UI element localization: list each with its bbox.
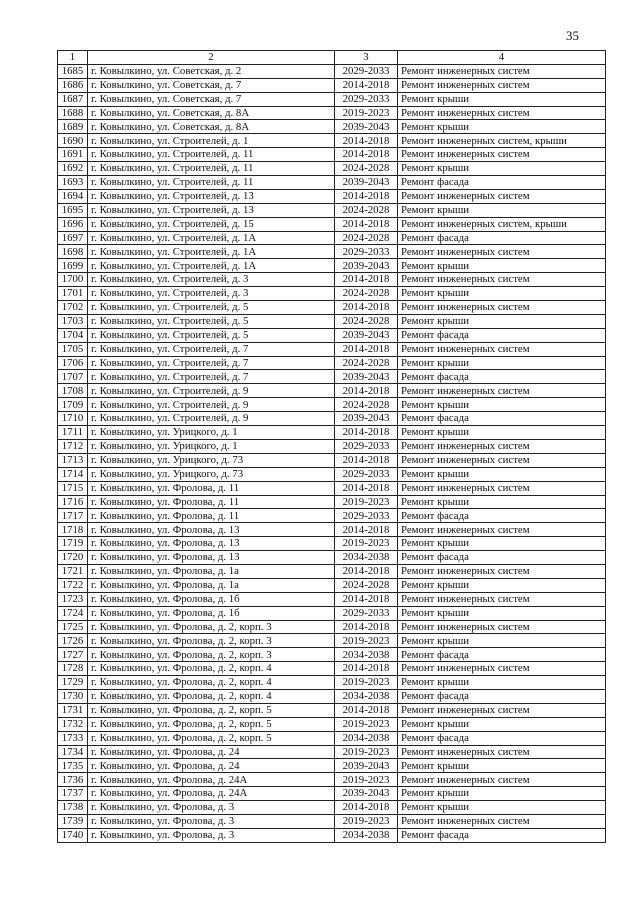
work-type-cell: Ремонт инженерных систем	[398, 148, 606, 162]
work-type-cell: Ремонт инженерных систем	[398, 439, 606, 453]
row-number-cell: 1731	[58, 703, 88, 717]
row-number-cell: 1699	[58, 259, 88, 273]
address-cell: г. Ковылкино, ул. Фролова, д. 11	[88, 509, 335, 523]
row-number-cell: 1722	[58, 578, 88, 592]
work-type-cell: Ремонт инженерных систем	[398, 592, 606, 606]
table-row	[58, 717, 606, 731]
period-cell: 2019-2023	[335, 773, 398, 787]
row-number-cell: 1725	[58, 620, 88, 634]
period-cell: 2019-2023	[335, 634, 398, 648]
address-cell: г. Ковылкино, ул. Фролова, д. 3	[88, 801, 335, 815]
address-cell: г. Ковылкино, ул. Строителей, д. 13	[88, 203, 335, 217]
address-cell: г. Ковылкино, ул. Фролова, д. 1а	[88, 564, 335, 578]
table-row	[58, 106, 606, 120]
row-number-cell: 1727	[58, 648, 88, 662]
table-row	[58, 273, 606, 287]
row-number-cell: 1729	[58, 676, 88, 690]
period-cell: 2039-2043	[335, 328, 398, 342]
address-cell: г. Ковылкино, ул. Строителей, д. 7	[88, 370, 335, 384]
row-number-cell: 1698	[58, 245, 88, 259]
address-cell: г. Ковылкино, ул. Фролова, д. 2, корп. 4	[88, 662, 335, 676]
table-row	[58, 551, 606, 565]
row-number-cell: 1700	[58, 273, 88, 287]
period-cell: 2034-2038	[335, 648, 398, 662]
work-type-cell: Ремонт крыши	[398, 801, 606, 815]
address-cell: г. Ковылкино, ул. Фролова, д. 2, корп. 4	[88, 676, 335, 690]
work-type-cell: Ремонт крыши	[398, 495, 606, 509]
period-cell: 2014-2018	[335, 662, 398, 676]
work-type-cell: Ремонт инженерных систем	[398, 814, 606, 828]
row-number-cell: 1737	[58, 787, 88, 801]
row-number-cell: 1711	[58, 426, 88, 440]
table-row	[58, 203, 606, 217]
row-number-cell: 1691	[58, 148, 88, 162]
row-number-cell: 1688	[58, 106, 88, 120]
address-cell: г. Ковылкино, ул. Советская, д. 8А	[88, 106, 335, 120]
address-cell: г. Ковылкино, ул. Советская, д. 2	[88, 64, 335, 78]
row-number-cell: 1719	[58, 537, 88, 551]
address-cell: г. Ковылкино, ул. Строителей, д. 11	[88, 176, 335, 190]
table-row	[58, 787, 606, 801]
address-cell: г. Ковылкино, ул. Строителей, д. 5	[88, 301, 335, 315]
period-cell: 2029-2033	[335, 245, 398, 259]
address-cell: г. Ковылкино, ул. Строителей, д. 5	[88, 314, 335, 328]
work-type-cell: Ремонт инженерных систем	[398, 453, 606, 467]
work-type-cell: Ремонт крыши	[398, 537, 606, 551]
work-type-cell: Ремонт крыши	[398, 787, 606, 801]
row-number-cell: 1733	[58, 731, 88, 745]
row-number-cell: 1740	[58, 828, 88, 842]
row-number-cell: 1735	[58, 759, 88, 773]
row-number-cell: 1720	[58, 551, 88, 565]
address-cell: г. Ковылкино, ул. Строителей, д. 3	[88, 287, 335, 301]
row-number-cell: 1726	[58, 634, 88, 648]
work-type-cell: Ремонт крыши	[398, 717, 606, 731]
period-cell: 2034-2038	[335, 689, 398, 703]
row-number-cell: 1717	[58, 509, 88, 523]
period-cell: 2029-2033	[335, 509, 398, 523]
address-cell: г. Ковылкино, ул. Фролова, д. 24	[88, 745, 335, 759]
row-number-cell: 1703	[58, 314, 88, 328]
work-type-cell: Ремонт инженерных систем, крыши	[398, 217, 606, 231]
row-number-cell: 1692	[58, 162, 88, 176]
table-row	[58, 828, 606, 842]
work-type-cell: Ремонт фасада	[398, 689, 606, 703]
period-cell: 2014-2018	[335, 78, 398, 92]
row-number-cell: 1712	[58, 439, 88, 453]
address-cell: г. Ковылкино, ул. Фролова, д. 24А	[88, 787, 335, 801]
table-row	[58, 634, 606, 648]
work-type-cell: Ремонт фасада	[398, 370, 606, 384]
table-row	[58, 564, 606, 578]
period-cell: 2039-2043	[335, 259, 398, 273]
row-number-cell: 1724	[58, 606, 88, 620]
address-cell: г. Ковылкино, ул. Строителей, д. 1А	[88, 259, 335, 273]
table-row	[58, 398, 606, 412]
table-row	[58, 64, 606, 78]
table-row	[58, 92, 606, 106]
address-cell: г. Ковылкино, ул. Фролова, д. 13	[88, 537, 335, 551]
work-type-cell: Ремонт фасада	[398, 828, 606, 842]
row-number-cell: 1696	[58, 217, 88, 231]
table-row	[58, 509, 606, 523]
address-cell: г. Ковылкино, ул. Фролова, д. 2, корп. 3	[88, 648, 335, 662]
work-type-cell: Ремонт инженерных систем	[398, 620, 606, 634]
address-cell: г. Ковылкино, ул. Фролова, д. 24А	[88, 773, 335, 787]
period-cell: 2019-2023	[335, 106, 398, 120]
work-type-cell: Ремонт крыши	[398, 578, 606, 592]
period-cell: 2019-2023	[335, 495, 398, 509]
work-type-cell: Ремонт инженерных систем	[398, 481, 606, 495]
work-type-cell: Ремонт инженерных систем	[398, 745, 606, 759]
period-cell: 2034-2038	[335, 828, 398, 842]
table-row	[58, 356, 606, 370]
period-cell: 2014-2018	[335, 564, 398, 578]
table-row	[58, 189, 606, 203]
period-cell: 2034-2038	[335, 731, 398, 745]
period-cell: 2019-2023	[335, 676, 398, 690]
row-number-cell: 1723	[58, 592, 88, 606]
table-row	[58, 148, 606, 162]
period-cell: 2029-2033	[335, 467, 398, 481]
work-type-cell: Ремонт инженерных систем	[398, 564, 606, 578]
table-body	[58, 64, 606, 842]
period-cell: 2039-2043	[335, 176, 398, 190]
address-cell: г. Ковылкино, ул. Строителей, д. 9	[88, 398, 335, 412]
table-row	[58, 328, 606, 342]
column-header-address: 2	[88, 51, 335, 65]
period-cell: 2014-2018	[335, 703, 398, 717]
address-cell: г. Ковылкино, ул. Фролова, д. 2, корп. 3	[88, 620, 335, 634]
row-number-cell: 1713	[58, 453, 88, 467]
table-row	[58, 384, 606, 398]
row-number-cell: 1695	[58, 203, 88, 217]
period-cell: 2029-2033	[335, 64, 398, 78]
address-cell: г. Ковылкино, ул. Фролова, д. 24	[88, 759, 335, 773]
table-row	[58, 370, 606, 384]
address-cell: г. Ковылкино, ул. Фролова, д. 13	[88, 523, 335, 537]
table-row	[58, 578, 606, 592]
address-cell: г. Ковылкино, ул. Фролова, д. 13	[88, 551, 335, 565]
table-row	[58, 801, 606, 815]
period-cell: 2024-2028	[335, 578, 398, 592]
address-cell: г. Ковылкино, ул. Строителей, д. 1А	[88, 245, 335, 259]
row-number-cell: 1715	[58, 481, 88, 495]
row-number-cell: 1701	[58, 287, 88, 301]
row-number-cell: 1738	[58, 801, 88, 815]
row-number-cell: 1687	[58, 92, 88, 106]
row-number-cell: 1739	[58, 814, 88, 828]
work-type-cell: Ремонт инженерных систем	[398, 523, 606, 537]
row-number-cell: 1736	[58, 773, 88, 787]
column-header-work-type: 4	[398, 51, 606, 65]
address-cell: г. Ковылкино, ул. Строителей, д. 1А	[88, 231, 335, 245]
address-cell: г. Ковылкино, ул. Строителей, д. 11	[88, 148, 335, 162]
period-cell: 2014-2018	[335, 481, 398, 495]
column-header-period: 3	[335, 51, 398, 65]
work-type-cell: Ремонт крыши	[398, 634, 606, 648]
table-row	[58, 731, 606, 745]
work-type-cell: Ремонт крыши	[398, 314, 606, 328]
table-row	[58, 259, 606, 273]
work-type-cell: Ремонт крыши	[398, 759, 606, 773]
address-cell: г. Ковылкино, ул. Урицкого, д. 73	[88, 453, 335, 467]
row-number-cell: 1730	[58, 689, 88, 703]
period-cell: 2014-2018	[335, 217, 398, 231]
row-number-cell: 1697	[58, 231, 88, 245]
work-type-cell: Ремонт крыши	[398, 162, 606, 176]
row-number-cell: 1716	[58, 495, 88, 509]
table-row	[58, 537, 606, 551]
table-row	[58, 439, 606, 453]
address-cell: г. Ковылкино, ул. Фролова, д. 1б	[88, 592, 335, 606]
address-cell: г. Ковылкино, ул. Советская, д. 7	[88, 92, 335, 106]
period-cell: 2014-2018	[335, 801, 398, 815]
table-row	[58, 120, 606, 134]
work-type-cell: Ремонт инженерных систем	[398, 189, 606, 203]
row-number-cell: 1708	[58, 384, 88, 398]
table-row	[58, 467, 606, 481]
address-cell: г. Ковылкино, ул. Фролова, д. 2, корп. 5	[88, 703, 335, 717]
work-type-cell: Ремонт крыши	[398, 426, 606, 440]
address-cell: г. Ковылкино, ул. Строителей, д. 9	[88, 384, 335, 398]
row-number-cell: 1710	[58, 412, 88, 426]
work-type-cell: Ремонт инженерных систем	[398, 301, 606, 315]
address-cell: г. Ковылкино, ул. Строителей, д. 9	[88, 412, 335, 426]
address-cell: г. Ковылкино, ул. Фролова, д. 2, корп. 3	[88, 634, 335, 648]
table-row	[58, 495, 606, 509]
period-cell: 2014-2018	[335, 342, 398, 356]
period-cell: 2024-2028	[335, 162, 398, 176]
row-number-cell: 1707	[58, 370, 88, 384]
work-type-cell: Ремонт фасада	[398, 231, 606, 245]
work-type-cell: Ремонт крыши	[398, 203, 606, 217]
table-row	[58, 689, 606, 703]
period-cell: 2014-2018	[335, 148, 398, 162]
repair-schedule-table	[57, 50, 606, 843]
work-type-cell: Ремонт фасада	[398, 551, 606, 565]
address-cell: г. Ковылкино, ул. Строителей, д. 7	[88, 356, 335, 370]
address-cell: г. Ковылкино, ул. Советская, д. 8А	[88, 120, 335, 134]
period-cell: 2014-2018	[335, 301, 398, 315]
table-row	[58, 453, 606, 467]
work-type-cell: Ремонт инженерных систем	[398, 106, 606, 120]
address-cell: г. Ковылкино, ул. Строителей, д. 13	[88, 189, 335, 203]
address-cell: г. Ковылкино, ул. Фролова, д. 1б	[88, 606, 335, 620]
address-cell: г. Ковылкино, ул. Фролова, д. 11	[88, 481, 335, 495]
work-type-cell: Ремонт крыши	[398, 92, 606, 106]
period-cell: 2014-2018	[335, 523, 398, 537]
work-type-cell: Ремонт фасада	[398, 328, 606, 342]
period-cell: 2039-2043	[335, 370, 398, 384]
row-number-cell: 1732	[58, 717, 88, 731]
period-cell: 2014-2018	[335, 592, 398, 606]
work-type-cell: Ремонт фасада	[398, 412, 606, 426]
work-type-cell: Ремонт крыши	[398, 356, 606, 370]
address-cell: г. Ковылкино, ул. Фролова, д. 2, корп. 4	[88, 689, 335, 703]
address-cell: г. Ковылкино, ул. Советская, д. 7	[88, 78, 335, 92]
table-row	[58, 703, 606, 717]
period-cell: 2029-2033	[335, 606, 398, 620]
table-row	[58, 814, 606, 828]
table-row	[58, 287, 606, 301]
table-row	[58, 176, 606, 190]
address-cell: г. Ковылкино, ул. Фролова, д. 3	[88, 814, 335, 828]
work-type-cell: Ремонт фасада	[398, 731, 606, 745]
row-number-cell: 1704	[58, 328, 88, 342]
table-row	[58, 412, 606, 426]
work-type-cell: Ремонт крыши	[398, 676, 606, 690]
address-cell: г. Ковылкино, ул. Строителей, д. 1	[88, 134, 335, 148]
address-cell: г. Ковылкино, ул. Строителей, д. 7	[88, 342, 335, 356]
page-number: 35	[566, 28, 579, 43]
period-cell: 2014-2018	[335, 273, 398, 287]
table-row	[58, 162, 606, 176]
work-type-cell: Ремонт инженерных систем	[398, 273, 606, 287]
table-header-row	[58, 51, 606, 65]
table-row	[58, 759, 606, 773]
table-row	[58, 231, 606, 245]
period-cell: 2014-2018	[335, 134, 398, 148]
row-number-cell: 1702	[58, 301, 88, 315]
table-row	[58, 745, 606, 759]
period-cell: 2019-2023	[335, 717, 398, 731]
period-cell: 2039-2043	[335, 759, 398, 773]
work-type-cell: Ремонт крыши	[398, 398, 606, 412]
table-row	[58, 620, 606, 634]
work-type-cell: Ремонт инженерных систем	[398, 78, 606, 92]
row-number-cell: 1718	[58, 523, 88, 537]
table-row	[58, 606, 606, 620]
work-type-cell: Ремонт инженерных систем	[398, 64, 606, 78]
row-number-cell: 1709	[58, 398, 88, 412]
row-number-cell: 1706	[58, 356, 88, 370]
address-cell: г. Ковылкино, ул. Фролова, д. 2, корп. 5	[88, 731, 335, 745]
period-cell: 2014-2018	[335, 453, 398, 467]
row-number-cell: 1690	[58, 134, 88, 148]
table-row	[58, 773, 606, 787]
table-row	[58, 134, 606, 148]
address-cell: г. Ковылкино, ул. Урицкого, д. 73	[88, 467, 335, 481]
address-cell: г. Ковылкино, ул. Строителей, д. 5	[88, 328, 335, 342]
work-type-cell: Ремонт инженерных систем	[398, 703, 606, 717]
work-type-cell: Ремонт фасада	[398, 176, 606, 190]
period-cell: 2034-2038	[335, 551, 398, 565]
work-type-cell: Ремонт инженерных систем, крыши	[398, 134, 606, 148]
period-cell: 2014-2018	[335, 426, 398, 440]
row-number-cell: 1734	[58, 745, 88, 759]
row-number-cell: 1728	[58, 662, 88, 676]
period-cell: 2024-2028	[335, 231, 398, 245]
work-type-cell: Ремонт фасада	[398, 648, 606, 662]
table-row	[58, 676, 606, 690]
row-number-cell: 1693	[58, 176, 88, 190]
table-row	[58, 314, 606, 328]
table-row	[58, 217, 606, 231]
work-type-cell: Ремонт инженерных систем	[398, 245, 606, 259]
period-cell: 2024-2028	[335, 287, 398, 301]
work-type-cell: Ремонт крыши	[398, 120, 606, 134]
work-type-cell: Ремонт инженерных систем	[398, 773, 606, 787]
work-type-cell: Ремонт инженерных систем	[398, 662, 606, 676]
address-cell: г. Ковылкино, ул. Фролова, д. 2, корп. 5	[88, 717, 335, 731]
row-number-cell: 1705	[58, 342, 88, 356]
period-cell: 2014-2018	[335, 384, 398, 398]
address-cell: г. Ковылкино, ул. Урицкого, д. 1	[88, 426, 335, 440]
row-number-cell: 1714	[58, 467, 88, 481]
address-cell: г. Ковылкино, ул. Урицкого, д. 1	[88, 439, 335, 453]
row-number-cell: 1694	[58, 189, 88, 203]
table-row	[58, 301, 606, 315]
table-row	[58, 592, 606, 606]
work-type-cell: Ремонт крыши	[398, 606, 606, 620]
period-cell: 2029-2033	[335, 92, 398, 106]
table-row	[58, 245, 606, 259]
address-cell: г. Ковылкино, ул. Фролова, д. 3	[88, 828, 335, 842]
period-cell: 2014-2018	[335, 620, 398, 634]
address-cell: г. Ковылкино, ул. Фролова, д. 11	[88, 495, 335, 509]
row-number-cell: 1685	[58, 64, 88, 78]
table-row	[58, 342, 606, 356]
address-cell: г. Ковылкино, ул. Фролова, д. 1а	[88, 578, 335, 592]
period-cell: 2019-2023	[335, 814, 398, 828]
row-number-cell: 1686	[58, 78, 88, 92]
period-cell: 2039-2043	[335, 787, 398, 801]
row-number-cell: 1721	[58, 564, 88, 578]
period-cell: 2024-2028	[335, 398, 398, 412]
table-row	[58, 78, 606, 92]
period-cell: 2039-2043	[335, 120, 398, 134]
period-cell: 2039-2043	[335, 412, 398, 426]
period-cell: 2014-2018	[335, 189, 398, 203]
period-cell: 2019-2023	[335, 537, 398, 551]
period-cell: 2019-2023	[335, 745, 398, 759]
work-type-cell: Ремонт инженерных систем	[398, 342, 606, 356]
table-row	[58, 662, 606, 676]
period-cell: 2024-2028	[335, 356, 398, 370]
column-header-number: 1	[58, 51, 88, 65]
row-number-cell: 1689	[58, 120, 88, 134]
work-type-cell: Ремонт инженерных систем	[398, 384, 606, 398]
address-cell: г. Ковылкино, ул. Строителей, д. 3	[88, 273, 335, 287]
period-cell: 2024-2028	[335, 203, 398, 217]
address-cell: г. Ковылкино, ул. Строителей, д. 15	[88, 217, 335, 231]
period-cell: 2024-2028	[335, 314, 398, 328]
address-cell: г. Ковылкино, ул. Строителей, д. 11	[88, 162, 335, 176]
work-type-cell: Ремонт крыши	[398, 259, 606, 273]
work-type-cell: Ремонт крыши	[398, 287, 606, 301]
table-row	[58, 481, 606, 495]
period-cell: 2029-2033	[335, 439, 398, 453]
work-type-cell: Ремонт крыши	[398, 467, 606, 481]
table-row	[58, 648, 606, 662]
table-row	[58, 426, 606, 440]
work-type-cell: Ремонт фасада	[398, 509, 606, 523]
table-row	[58, 523, 606, 537]
